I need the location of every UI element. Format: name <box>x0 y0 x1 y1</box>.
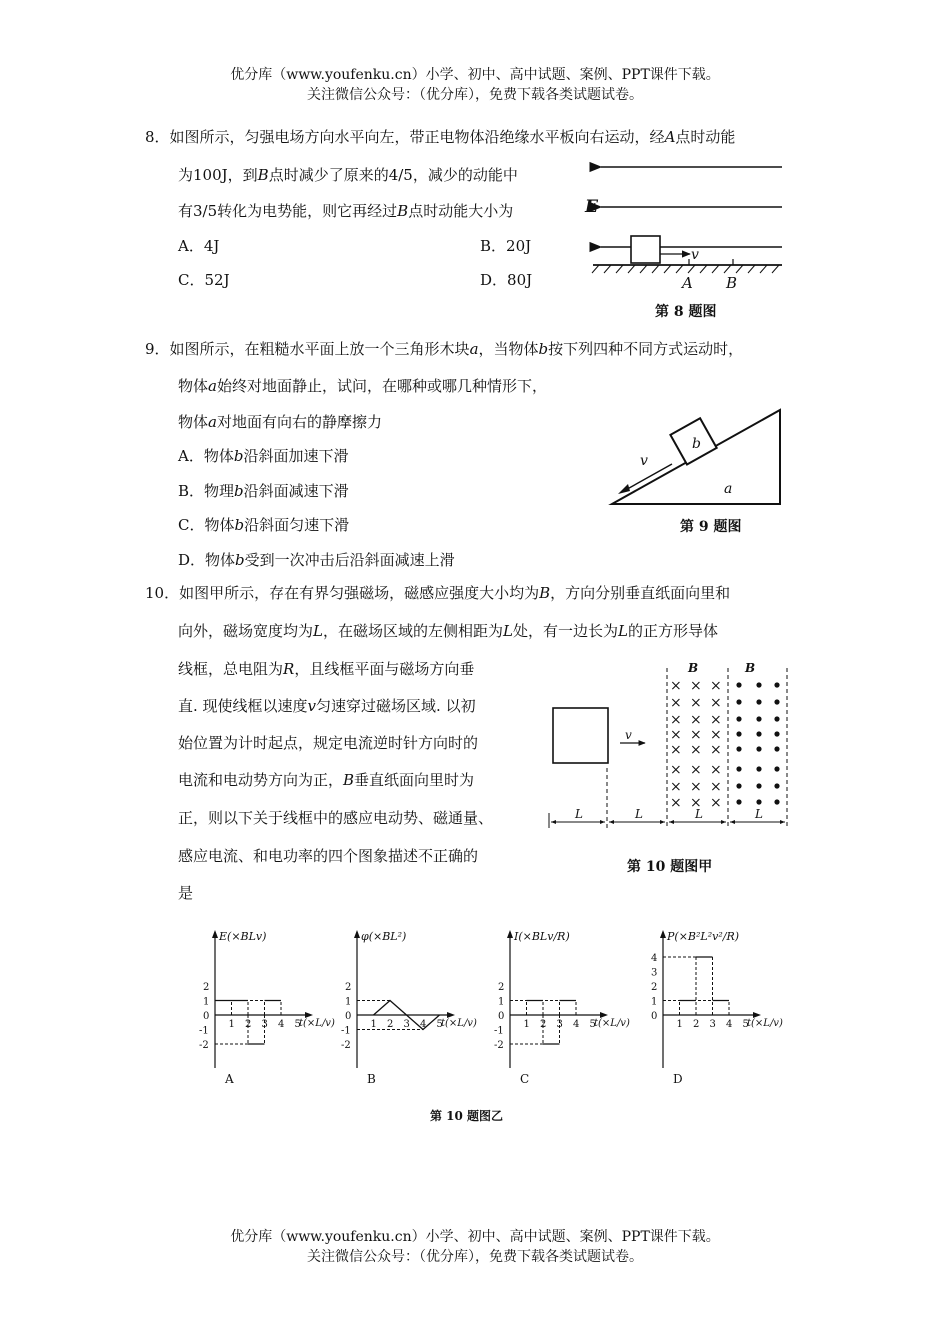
y-tick-label: -2 <box>494 1040 504 1051</box>
field-cross: × <box>710 779 722 795</box>
q10-dim-l-2: L <box>635 807 643 821</box>
q10-b-label-2: B <box>745 661 756 675</box>
footer-line-1: 优分库（www.youfenku.cn）小学、初中、高中试题、案例、PPT课件下载。 <box>230 1229 720 1245</box>
y-tick-label: 1 <box>203 996 210 1008</box>
y-tick-label: 1 <box>498 996 505 1008</box>
field-cross: × <box>690 712 702 728</box>
q8-figure <box>585 155 790 300</box>
field-dot <box>736 799 741 804</box>
y-axis-label: φ(×BL²) <box>361 930 407 943</box>
field-dot <box>736 766 741 771</box>
x-axis-label: t(×L/v) <box>747 1018 783 1029</box>
q9-wedge-label: a <box>724 481 733 497</box>
q10-dim-l-3: L <box>695 807 703 821</box>
field-dot <box>774 716 779 721</box>
q10-square-loop <box>553 708 608 763</box>
q9-option-b: B．物理b沿斜面减速下滑 <box>178 482 349 500</box>
footer-line-2: 关注微信公众号：（优分库），免费下载各类试题试卷。 <box>307 1249 643 1265</box>
x-tick-label: 4 <box>726 1019 733 1030</box>
field-dot <box>736 682 741 687</box>
field-cross: × <box>670 727 682 743</box>
y-axis-arrow <box>212 930 218 938</box>
field-dot <box>774 699 779 704</box>
y-tick-label: -2 <box>199 1040 209 1051</box>
graph-letter: C <box>520 1072 530 1086</box>
x-axis-label: t(×L/v) <box>441 1018 477 1029</box>
y-tick-label: 2 <box>498 982 505 993</box>
q10-figure-yi <box>160 918 800 1093</box>
x-tick-label: 5 <box>742 1019 749 1030</box>
q9-block-label: b <box>692 436 701 452</box>
q10-line-8: 感应电流、和电功率的四个图象描述不正确的 <box>178 847 479 865</box>
field-dot <box>756 746 761 751</box>
x-tick-label: 1 <box>228 1019 235 1030</box>
q9-line-1: 9．如图所示，在粗糙水平面上放一个三角形木块a，当物体b按下列四种不同方式运动时， <box>145 340 744 358</box>
y-axis-arrow <box>354 930 360 938</box>
graph-letter: A <box>225 1072 234 1086</box>
field-dot <box>774 766 779 771</box>
field-dot <box>756 716 761 721</box>
field-cross: × <box>690 678 702 694</box>
field-cross: × <box>710 762 722 778</box>
q10-line-9: 是 <box>178 884 194 902</box>
graph-letter: D <box>673 1072 683 1086</box>
x-tick-label: 3 <box>556 1019 563 1030</box>
y-tick-label: 2 <box>345 982 352 993</box>
q9-line-2: 物体a始终对地面静止，试问，在哪种或哪几种情形下， <box>178 377 547 395</box>
x-tick-label: 5 <box>436 1019 443 1030</box>
field-cross: × <box>690 779 702 795</box>
graph-B <box>341 930 477 1086</box>
q10-velocity-label: v <box>625 728 632 742</box>
q8-point-b: B <box>726 274 738 292</box>
field-dot <box>756 766 761 771</box>
q9-caption: 第 9 题图 <box>680 519 742 535</box>
y-tick-label: 2 <box>651 982 658 993</box>
field-cross: × <box>670 678 682 694</box>
q8-line-2: 为100J，到B点时减少了原来的4/5，减少的动能中 <box>178 166 518 184</box>
q8-line-3: 有3/5转化为电势能，则它再经过B点时动能大小为 <box>178 202 514 220</box>
graph-D <box>651 930 783 1086</box>
field-cross: × <box>690 742 702 758</box>
field-cross: × <box>710 742 722 758</box>
q10-dim-l-4: L <box>755 807 763 821</box>
q10-line-6: 电流和电动势方向为正，B垂直纸面向里时为 <box>178 771 475 789</box>
x-tick-label: 3 <box>709 1019 716 1030</box>
y-tick-label: -1 <box>341 1025 351 1037</box>
y-tick-label: 1 <box>651 996 658 1008</box>
q8-option-b: B．20J <box>480 237 532 255</box>
q10-line-4: 直. 现使线框以速度v匀速穿过磁场区域. 以初 <box>178 697 476 715</box>
q10-line-5: 始位置为计时起点，规定电流逆时针方向时的 <box>178 734 479 752</box>
x-tick-label: 4 <box>420 1019 427 1030</box>
y-tick-label: 3 <box>651 967 658 979</box>
q10-figure-jia <box>545 658 795 833</box>
field-cross: × <box>710 795 722 811</box>
q10-b-label-1: B <box>688 661 699 675</box>
q9-line-3: 物体a对地面有向右的静摩擦力 <box>178 413 382 431</box>
q8-caption: 第 8 题图 <box>655 304 717 320</box>
y-axis-label: P(×B²L²v²/R) <box>667 930 740 943</box>
q8-velocity-label: v <box>691 247 699 263</box>
field-dot <box>774 731 779 736</box>
field-cross: × <box>690 727 702 743</box>
field-cross: × <box>670 795 682 811</box>
y-tick-label: 0 <box>498 1011 505 1022</box>
field-cross: × <box>690 762 702 778</box>
q8-field-label: E <box>585 197 598 217</box>
field-dot <box>736 783 741 788</box>
q8-block <box>631 236 660 263</box>
field-dot <box>756 699 761 704</box>
y-tick-label: 0 <box>345 1011 352 1022</box>
q10-dim-l-1: L <box>575 807 583 821</box>
y-axis-arrow <box>660 930 666 938</box>
x-tick-label: 2 <box>693 1019 700 1030</box>
y-tick-label: -1 <box>199 1025 209 1037</box>
x-tick-label: 2 <box>245 1019 252 1030</box>
q9-option-a: A．物体b沿斜面加速下滑 <box>178 447 349 465</box>
field-dot <box>756 682 761 687</box>
field-dot <box>736 746 741 751</box>
y-tick-label: -1 <box>494 1025 504 1037</box>
q10-field-out-of-page <box>736 682 779 804</box>
y-tick-label: 4 <box>651 953 658 964</box>
y-tick-label: 2 <box>203 982 210 993</box>
field-dot <box>774 783 779 788</box>
field-dot <box>774 746 779 751</box>
header-line-1: 优分库（www.youfenku.cn）小学、初中、高中试题、案例、PPT课件下载。 <box>230 67 720 83</box>
y-tick-label: 0 <box>203 1011 210 1022</box>
graph-letter: B <box>367 1072 376 1086</box>
field-cross: × <box>670 712 682 728</box>
field-cross: × <box>690 795 702 811</box>
x-tick-label: 3 <box>403 1019 410 1030</box>
q10-line-1: 10．如图甲所示，存在有界匀强磁场，磁感应强度大小均为B，方向分别垂直纸面向里和 <box>145 584 731 602</box>
field-cross: × <box>710 727 722 743</box>
field-cross: × <box>670 742 682 758</box>
x-axis-label: t(×L/v) <box>299 1018 335 1029</box>
x-tick-label: 1 <box>676 1019 683 1030</box>
field-cross: × <box>710 695 722 711</box>
q10-line-2: 向外，磁场宽度均为L，在磁场区域的左侧相距为L处，有一边长为L的正方形导体 <box>178 622 718 640</box>
q8-option-d: D．80J <box>480 271 533 289</box>
field-cross: × <box>670 695 682 711</box>
field-dot <box>736 731 741 736</box>
header-line-2: 关注微信公众号：（优分库），免费下载各类试题试卷。 <box>307 87 643 103</box>
field-dot <box>736 699 741 704</box>
x-tick-label: 1 <box>523 1019 530 1030</box>
field-dot <box>774 799 779 804</box>
x-axis-label: t(×L/v) <box>594 1018 630 1029</box>
field-cross: × <box>690 695 702 711</box>
q10-field-into-page <box>670 678 722 811</box>
q8-line-1: 8．如图所示，匀强电场方向水平向左，带正电物体沿绝缘水平板向右运动，经A点时动能 <box>145 128 736 146</box>
q10-line-3: 线框，总电阻为R，且线框平面与磁场方向垂 <box>178 660 475 678</box>
field-cross: × <box>670 762 682 778</box>
x-tick-label: 2 <box>387 1019 394 1030</box>
x-tick-label: 5 <box>294 1019 301 1030</box>
field-cross: × <box>670 779 682 795</box>
q9-option-d: D．物体b受到一次冲击后沿斜面减速上滑 <box>178 551 455 569</box>
q10-caption-jia: 第 10 题图甲 <box>627 859 713 875</box>
x-tick-label: 3 <box>261 1019 268 1030</box>
x-tick-label: 4 <box>278 1019 285 1030</box>
field-dot <box>756 731 761 736</box>
q8-point-a: A <box>682 274 693 292</box>
y-tick-label: 1 <box>345 996 352 1008</box>
x-tick-label: 5 <box>589 1019 596 1030</box>
q10-line-7: 正，则以下关于线框中的感应电动势、磁通量、 <box>178 809 494 827</box>
field-cross: × <box>710 678 722 694</box>
y-axis-label: I(×BLv/R) <box>514 930 570 943</box>
x-tick-label: 4 <box>573 1019 580 1030</box>
q9-option-c: C．物体b沿斜面匀速下滑 <box>178 516 350 534</box>
y-tick-label: -2 <box>341 1040 351 1051</box>
q10-caption-yi: 第 10 题图乙 <box>430 1109 504 1123</box>
field-dot <box>756 783 761 788</box>
y-axis-arrow <box>507 930 513 938</box>
q9-figure <box>600 400 790 510</box>
y-axis-label: E(×BLv) <box>219 930 267 943</box>
field-dot <box>756 799 761 804</box>
y-tick-label: 0 <box>651 1011 658 1022</box>
field-cross: × <box>710 712 722 728</box>
q9-velocity-label: v <box>640 453 648 469</box>
field-dot <box>774 682 779 687</box>
q8-option-c: C．52J <box>178 271 230 289</box>
graph-C <box>494 930 630 1086</box>
graph-A <box>199 930 335 1086</box>
x-tick-label: 2 <box>540 1019 547 1030</box>
x-tick-label: 1 <box>370 1019 377 1030</box>
q8-option-a: A．4J <box>178 237 220 255</box>
field-dot <box>736 716 741 721</box>
